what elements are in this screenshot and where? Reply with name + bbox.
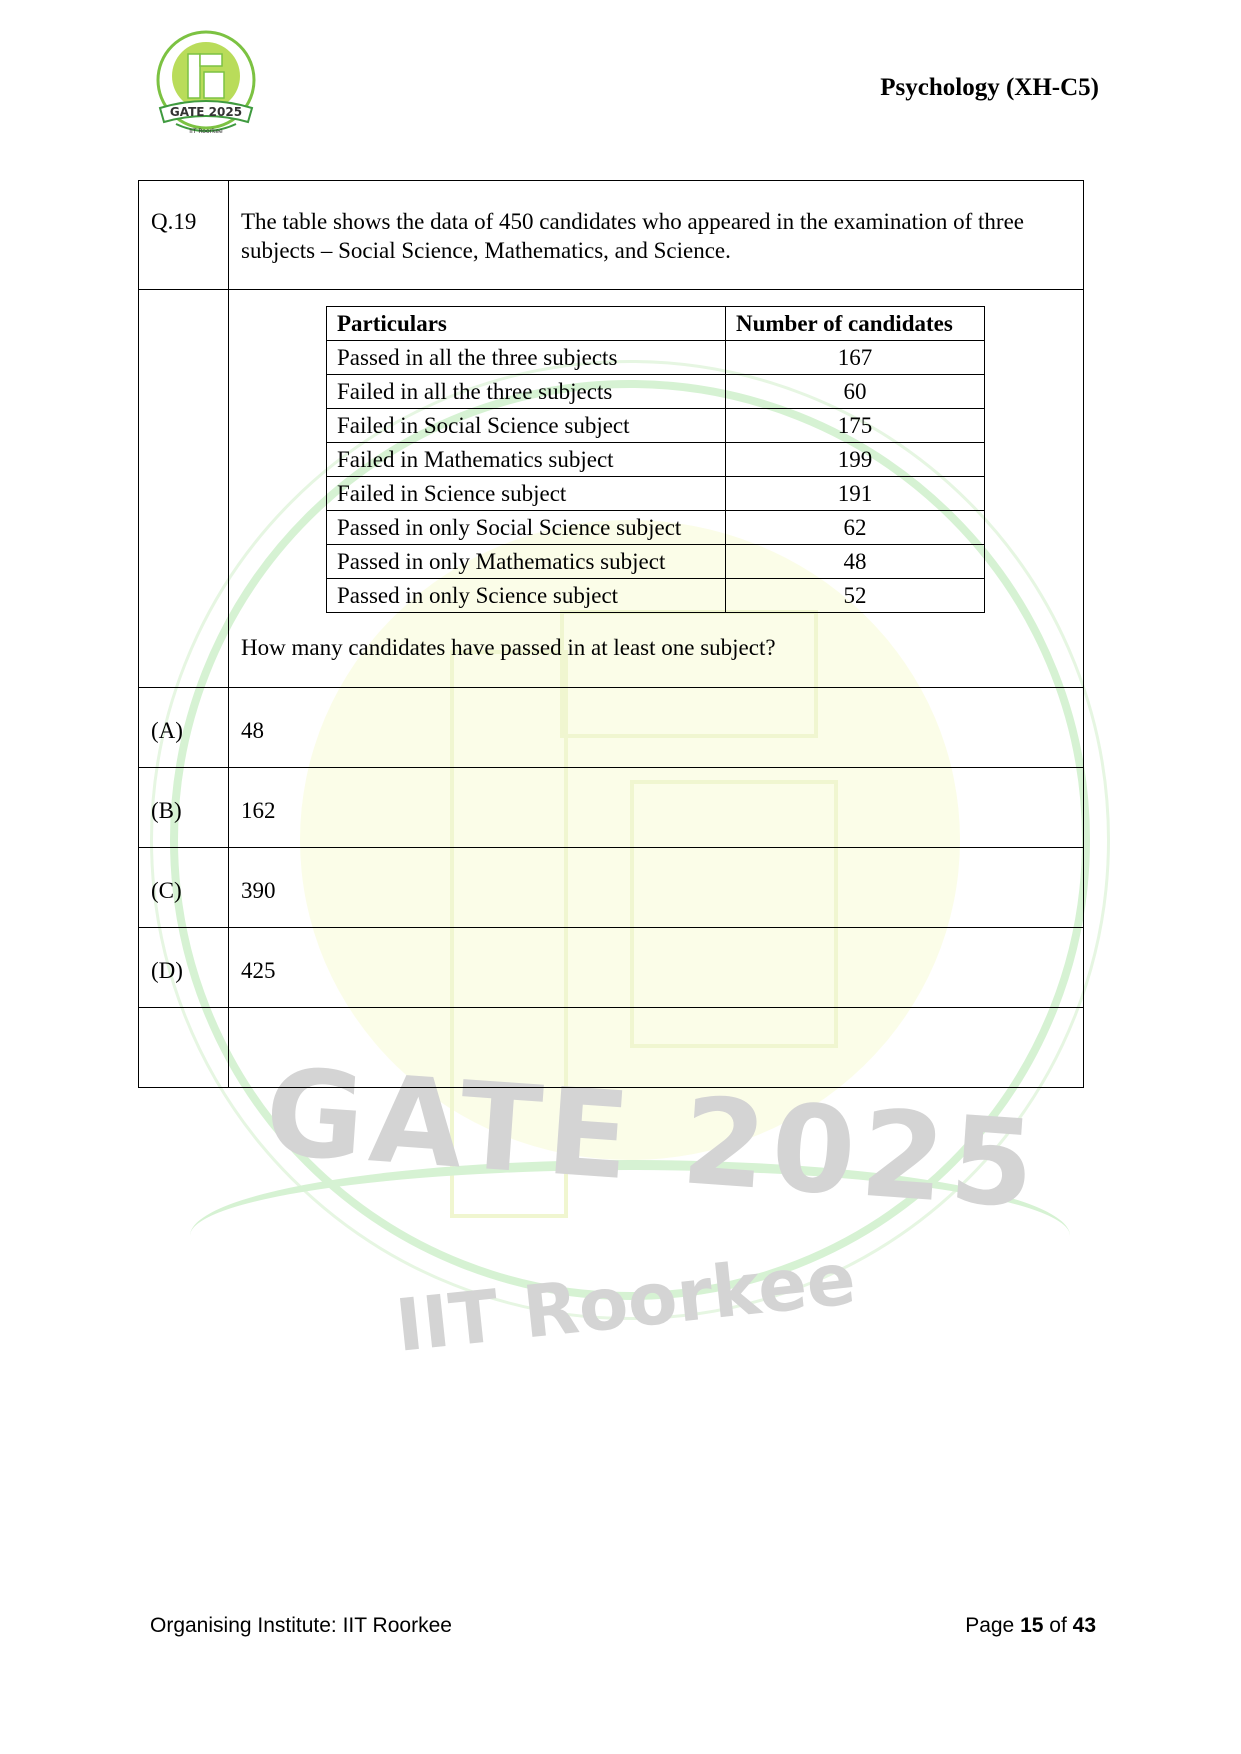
row-label: Failed in Mathematics subject xyxy=(327,443,726,477)
row-value: 48 xyxy=(726,545,985,579)
empty-cell xyxy=(229,1008,1084,1088)
row-label: Passed in all the three subjects xyxy=(327,341,726,375)
paper-title: Psychology (XH-C5) xyxy=(880,74,1099,101)
option-key: (C) xyxy=(151,878,182,903)
question-prompt: How many candidates have passed in at least one subject? xyxy=(241,635,776,660)
option-key-cell xyxy=(139,768,229,848)
row-label: Failed in all the three subjects xyxy=(327,375,726,409)
question-intro-cell xyxy=(229,181,1084,290)
table-row xyxy=(327,409,985,443)
option-text: 390 xyxy=(241,878,276,903)
row-value: 62 xyxy=(726,511,985,545)
row-value: 52 xyxy=(726,579,985,613)
table-row xyxy=(327,579,985,613)
option-text: 48 xyxy=(241,718,264,743)
row-value: 167 xyxy=(726,341,985,375)
option-row-d xyxy=(139,928,1084,1008)
footer-institute: Organising Institute: IIT Roorkee xyxy=(150,1614,452,1637)
row-value: 199 xyxy=(726,443,985,477)
table-row xyxy=(327,511,985,545)
empty-cell xyxy=(139,1008,229,1088)
row-label: Passed in only Science subject xyxy=(327,579,726,613)
watermark-title: GATE 2025 xyxy=(261,1043,1045,1236)
empty-cell xyxy=(139,290,229,688)
option-text: 162 xyxy=(241,798,276,823)
option-row-a xyxy=(139,688,1084,768)
option-text-cell xyxy=(229,688,1084,768)
data-table-cell xyxy=(229,290,1084,688)
page-number xyxy=(965,1614,1096,1638)
page-current: 15 xyxy=(1020,1614,1044,1637)
option-key: (B) xyxy=(151,798,182,823)
page-prefix: Page xyxy=(965,1614,1015,1637)
row-value: 175 xyxy=(726,409,985,443)
gate-logo xyxy=(150,30,262,142)
row-label: Failed in Social Science subject xyxy=(327,409,726,443)
question-table-row xyxy=(139,290,1084,688)
table-row xyxy=(327,443,985,477)
header-particulars: Particulars xyxy=(327,307,726,341)
table-row xyxy=(327,477,985,511)
option-key: (A) xyxy=(151,718,183,743)
table-row xyxy=(327,375,985,409)
option-text-cell xyxy=(229,848,1084,928)
watermark-subtitle: IIT Roorkee xyxy=(391,1236,860,1368)
table-row xyxy=(327,341,985,375)
row-value: 60 xyxy=(726,375,985,409)
option-key-cell xyxy=(139,848,229,928)
question-number: Q.19 xyxy=(151,209,197,234)
option-text-cell xyxy=(229,768,1084,848)
option-text: 425 xyxy=(241,958,276,983)
data-table xyxy=(326,306,985,613)
option-key-cell xyxy=(139,688,229,768)
logo-subtext: IIT Roorkee xyxy=(189,128,223,135)
row-label: Passed in only Social Science subject xyxy=(327,511,726,545)
option-key: (D) xyxy=(151,958,183,983)
data-table-header xyxy=(327,307,985,341)
option-row-b xyxy=(139,768,1084,848)
question-row xyxy=(139,181,1084,290)
page-total: 43 xyxy=(1072,1614,1096,1637)
header-number-of-candidates: Number of candidates xyxy=(726,307,985,341)
page-of: of xyxy=(1049,1614,1067,1637)
question-grid xyxy=(138,180,1084,1088)
option-row-c xyxy=(139,848,1084,928)
logo-text: GATE 2025 xyxy=(169,105,243,119)
option-key-cell xyxy=(139,928,229,1008)
question-number-cell xyxy=(139,181,229,290)
question-intro: The table shows the data of 450 candidates who appeared in the examination of three subjects – Social Science, Mathematics, and Science. xyxy=(241,209,1024,263)
row-value: 191 xyxy=(726,477,985,511)
row-label: Passed in only Mathematics subject xyxy=(327,545,726,579)
row-label: Failed in Science subject xyxy=(327,477,726,511)
option-text-cell xyxy=(229,928,1084,1008)
table-row xyxy=(327,545,985,579)
empty-row xyxy=(139,1008,1084,1088)
